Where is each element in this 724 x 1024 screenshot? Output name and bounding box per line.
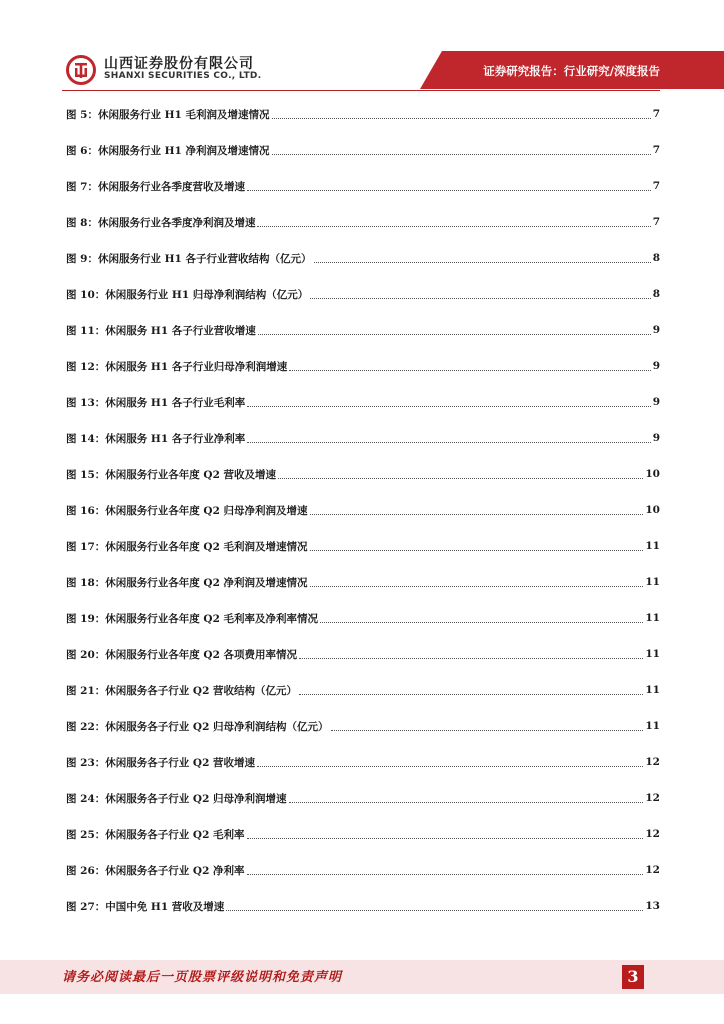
toc-entry-page: 9 [652,324,660,336]
toc-entry-page: 9 [652,432,660,444]
toc-dot-leader [331,730,644,731]
toc-entry-page: 10 [645,468,660,480]
toc-entry-page: 10 [645,504,660,516]
toc-entry-label: 图 13：休闲服务 H1 各子行业毛利率 [66,396,246,409]
company-seal-logo-icon [66,55,96,85]
toc-dot-leader [310,586,644,587]
toc-entry-label: 图 16：休闲服务行业各年度 Q2 归母净利润及增速 [66,504,308,517]
toc-entry-page: 9 [652,360,660,372]
toc-entry-label: 图 22：休闲服务各子行业 Q2 归母净利润结构（亿元） [66,720,329,733]
toc-entry[interactable] [66,852,660,888]
toc-entry-page: 12 [645,828,660,840]
toc-entry[interactable] [66,492,660,528]
toc-entry[interactable] [66,168,660,204]
toc-entry[interactable] [66,528,660,564]
toc-entry-label: 图 15：休闲服务行业各年度 Q2 营收及增速 [66,468,277,481]
toc-dot-leader [299,658,643,659]
toc-entry-page: 11 [645,648,660,660]
page-header [0,0,724,100]
toc-entry-label: 图 18：休闲服务行业各年度 Q2 净利润及增速情况 [66,576,308,589]
toc-entry-label: 图 8：休闲服务行业各季度净利润及增速 [66,216,256,229]
toc-entry[interactable] [66,816,660,852]
report-type-label: 证券研究报告：行业研究/深度报告 [483,64,660,78]
toc-entry-page: 11 [645,576,660,588]
toc-entry-page: 7 [652,108,660,120]
toc-entry-page: 8 [652,252,660,264]
toc-entry-page: 11 [645,540,660,552]
toc-dot-leader [320,622,643,623]
toc-dot-leader [258,334,651,335]
toc-entry[interactable] [66,780,660,816]
toc-dot-leader [226,910,643,911]
toc-entry[interactable] [66,600,660,636]
toc-entry-page: 13 [645,900,660,912]
toc-dot-leader [272,118,651,119]
toc-entry[interactable] [66,312,660,348]
toc-entry-page: 7 [652,144,660,156]
toc-entry-label: 图 20：休闲服务行业各年度 Q2 各项费用率情况 [66,648,298,661]
toc-entry-label: 图 19：休闲服务行业各年度 Q2 毛利率及净利率情况 [66,612,319,625]
toc-dot-leader [299,694,643,695]
toc-entry-label: 图 5：休闲服务行业 H1 毛利润及增速情况 [66,108,270,121]
toc-entry-label: 图 27：中国中免 H1 营收及增速 [66,900,225,913]
toc-entry[interactable] [66,708,660,744]
toc-dot-leader [289,802,644,803]
toc-dot-leader [310,550,644,551]
toc-entry[interactable] [66,744,660,780]
toc-entry-page: 9 [652,396,660,408]
toc-dot-leader [278,478,643,479]
page-number: 3 [622,965,644,989]
toc-entry[interactable] [66,384,660,420]
toc-entry-label: 图 17：休闲服务行业各年度 Q2 毛利润及增速情况 [66,540,308,553]
toc-entry[interactable] [66,420,660,456]
toc-entry-page: 12 [645,792,660,804]
company-name-cn: 山西证券股份有限公司 [104,56,254,72]
toc-entry-label: 图 12：休闲服务 H1 各子行业归母净利润增速 [66,360,288,373]
toc-dot-leader [247,442,650,443]
header-divider [62,90,660,91]
toc-entry-page: 11 [645,612,660,624]
toc-entry-label: 图 10：休闲服务行业 H1 归母净利润结构（亿元） [66,288,309,301]
toc-dot-leader [314,262,651,263]
toc-entry[interactable] [66,276,660,312]
toc-dot-leader [247,406,650,407]
toc-entry[interactable] [66,348,660,384]
company-name-en: SHANXI SECURITIES CO., LTD. [104,71,262,81]
toc-dot-leader [247,838,644,839]
toc-entry-label: 图 11：休闲服务 H1 各子行业营收增速 [66,324,256,337]
toc-entry[interactable] [66,456,660,492]
toc-entry-page: 11 [645,720,660,732]
toc-dot-leader [272,154,651,155]
toc-entry[interactable] [66,636,660,672]
toc-entry[interactable] [66,672,660,708]
toc-dot-leader [289,370,650,371]
toc-entry-label: 图 24：休闲服务各子行业 Q2 归母净利润增速 [66,792,287,805]
toc-entry-label: 图 14：休闲服务 H1 各子行业净利率 [66,432,246,445]
toc-entry-page: 12 [645,756,660,768]
toc-dot-leader [247,190,651,191]
toc-entry-page: 7 [652,180,660,192]
toc-dot-leader [257,226,650,227]
toc-entry-label: 图 21：休闲服务各子行业 Q2 营收结构（亿元） [66,684,298,697]
toc-entry-label: 图 6：休闲服务行业 H1 净利润及增速情况 [66,144,270,157]
toc-dot-leader [310,298,650,299]
toc-dot-leader [310,514,644,515]
toc-entry[interactable] [66,204,660,240]
toc-entry-label: 图 9：休闲服务行业 H1 各子行业营收结构（亿元） [66,252,312,265]
toc-dot-leader [257,766,643,767]
toc-entry-page: 8 [652,288,660,300]
disclaimer-notice: 请务必阅读最后一页股票评级说明和免责声明 [62,970,343,985]
toc-entry[interactable] [66,132,660,168]
toc-entry-page: 11 [645,684,660,696]
figure-table-of-contents [66,96,660,924]
toc-entry[interactable] [66,240,660,276]
toc-entry-label: 图 23：休闲服务各子行业 Q2 营收增速 [66,756,256,769]
toc-entry[interactable] [66,96,660,132]
toc-entry-label: 图 25：休闲服务各子行业 Q2 毛利率 [66,828,245,841]
toc-entry[interactable] [66,564,660,600]
toc-entry-page: 7 [652,216,660,228]
toc-entry-page: 12 [645,864,660,876]
toc-entry-label: 图 7：休闲服务行业各季度营收及增速 [66,180,245,193]
toc-entry[interactable] [66,888,660,924]
toc-entry-label: 图 26：休闲服务各子行业 Q2 净利率 [66,864,245,877]
toc-dot-leader [247,874,644,875]
